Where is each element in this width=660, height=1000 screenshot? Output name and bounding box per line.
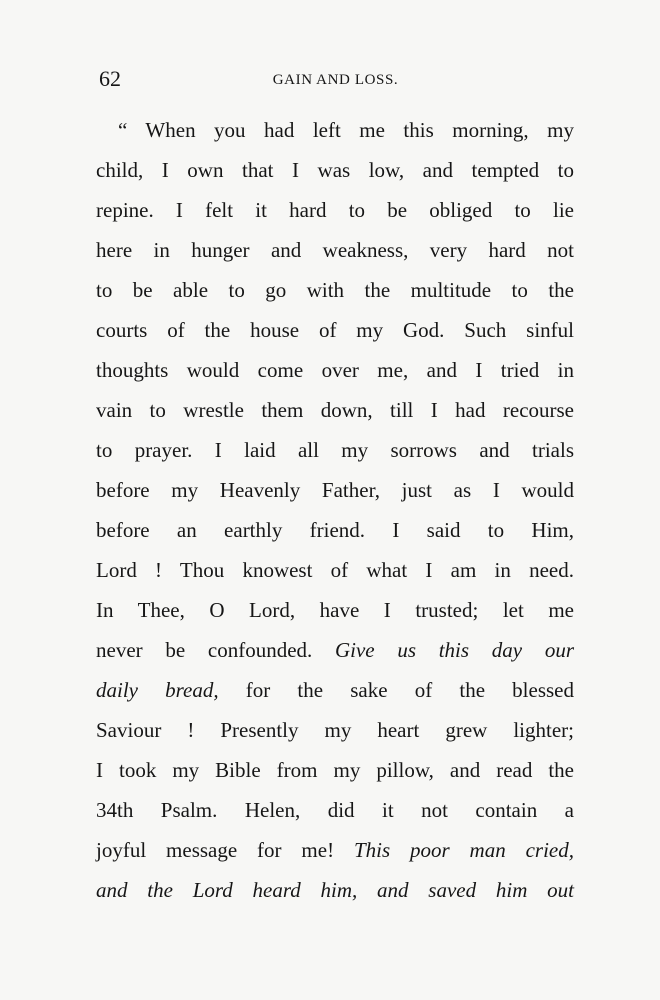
text-line [96, 474, 574, 514]
text-line [96, 354, 574, 394]
text-run: Lord ! Thou knowest of what I am in need. [96, 558, 574, 582]
text-line [96, 114, 574, 154]
text-line [96, 394, 574, 434]
text-line [96, 234, 574, 274]
text-run: I took my Bible from my pillow, and read the [96, 758, 574, 782]
running-head: GAIN AND LOSS. [272, 72, 399, 88]
text-run: for the sake of the blessed [218, 678, 574, 702]
italic-text-run: Give us this day our [334, 638, 574, 662]
text-run: Saviour ! Presently my heart grew lighter; [96, 718, 574, 742]
text-run: vain to wrestle them down, till I had recourse [96, 398, 574, 422]
text-run: child, I own that I was low, and tempted to [96, 158, 574, 182]
text-line [96, 154, 574, 194]
text-line [96, 794, 574, 834]
text-run: to be able to go with the multitude to the [96, 278, 574, 302]
text-run: repine. I felt it hard to be obliged to lie [96, 198, 574, 222]
text-line [96, 674, 574, 714]
italic-text-run: and the Lord heard him, and saved him out [96, 878, 574, 902]
text-run: before an earthly friend. I said to Him, [96, 518, 574, 542]
text-run: In Thee, O Lord, have I trusted; let me [96, 598, 574, 622]
text-run: courts of the house of my God. Such sinful [96, 318, 574, 342]
page-header [99, 66, 572, 94]
text-line [96, 594, 574, 634]
text-line [96, 314, 574, 354]
text-line [96, 834, 574, 874]
text-run: never be confounded. [96, 638, 335, 662]
body-text [96, 114, 574, 914]
text-line [96, 274, 574, 314]
text-line [96, 514, 574, 554]
text-run: to prayer. I laid all my sorrows and trials [96, 438, 574, 462]
text-run: joyful message for me! [96, 838, 354, 862]
text-line [96, 634, 574, 674]
text-line [96, 434, 574, 474]
text-run: “ When you had left me this morning, my [118, 118, 574, 142]
text-run: before my Heavenly Father, just as I would [96, 478, 574, 502]
text-run: thoughts would come over me, and I tried in [96, 358, 574, 382]
text-run: 34th Psalm. Helen, did it not contain a [96, 798, 574, 822]
page-number: 62 [99, 66, 121, 91]
italic-text-run: This poor man cried, [353, 838, 574, 862]
text-line [96, 554, 574, 594]
italic-text-run: daily bread, [96, 678, 219, 702]
text-line [96, 754, 574, 794]
text-line [96, 874, 574, 914]
text-line [96, 714, 574, 754]
text-run: here in hunger and weakness, very hard not [96, 238, 574, 262]
text-line [96, 194, 574, 234]
